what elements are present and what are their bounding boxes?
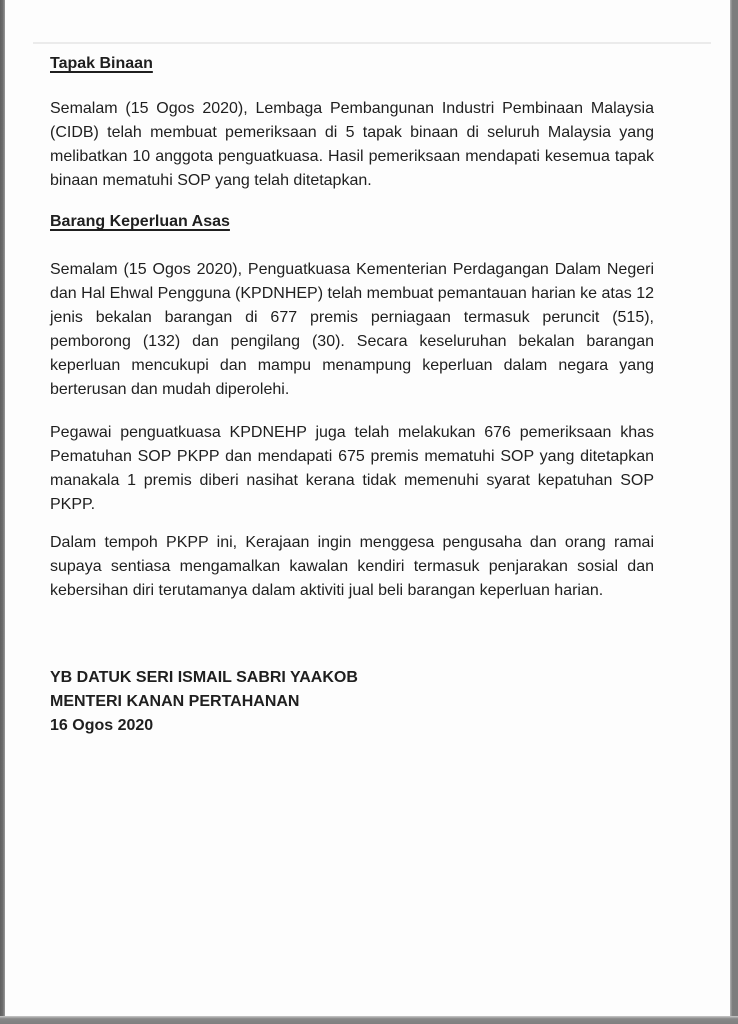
- signature-title: MENTERI KANAN PERTAHANAN: [50, 693, 300, 710]
- signature-block: [50, 666, 654, 738]
- page-bottom-edge: [0, 1016, 738, 1024]
- signature-name: YB DATUK SERI ISMAIL SABRI YAAKOB: [50, 669, 358, 686]
- signature-date: 16 Ogos 2020: [50, 717, 154, 734]
- document-body: [50, 55, 654, 738]
- page-top-divider: [33, 42, 711, 44]
- page-right-edge: [730, 0, 738, 1024]
- paragraph-pkpp-advice: Dalam tempoh PKPP ini, Kerajaan ingin menggesa pengusaha dan orang ramai supaya sentiasa mengamalkan kawalan kendiri termasuk penjarakan sosial dan kebersihan diri terutamanya dalam aktiviti jual beli barangan keperluan harian.: [50, 534, 654, 599]
- paragraph-cidb-inspections: Semalam (15 Ogos 2020), Lembaga Pembangunan Industri Pembinaan Malaysia (CIDB) telah membuat pemeriksaan di 5 tapak binaan di seluruh Malaysia yang melibatkan 10 anggota penguatkuasa. Hasil pemeriksaan mendapati kesemua tapak binaan mematuhi SOP yang telah ditetapkan.: [50, 100, 654, 189]
- paragraph-kpdnhep-monitoring: Semalam (15 Ogos 2020), Penguatkuasa Kementerian Perdagangan Dalam Negeri dan Hal Ehwal Pengguna (KPDNHEP) telah membuat pemantauan harian ke atas 12 jenis bekalan barangan di 677 premis perniagaan termasuk peruncit (515), pemborong (132) dan pengilang (30). Secara keseluruhan bekalan barangan keperluan mencukupi dan mampu menampung keperluan dalam negara yang berterusan dan mudah diperolehi.: [50, 261, 654, 398]
- section-heading-barang-keperluan-asas: Barang Keperluan Asas: [50, 213, 230, 230]
- section-heading-tapak-binaan: Tapak Binaan: [50, 55, 153, 72]
- page-left-edge: [0, 0, 5, 1024]
- paragraph-kpdnehp-sop-checks: Pegawai penguatkuasa KPDNEHP juga telah melakukan 676 pemeriksaan khas Pematuhan SOP PKPP dan mendapati 675 premis mematuhi SOP yang ditetapkan manakala 1 premis diberi nasihat kerana tidak memenuhi syarat kepatuhan SOP PKPP.: [50, 424, 654, 513]
